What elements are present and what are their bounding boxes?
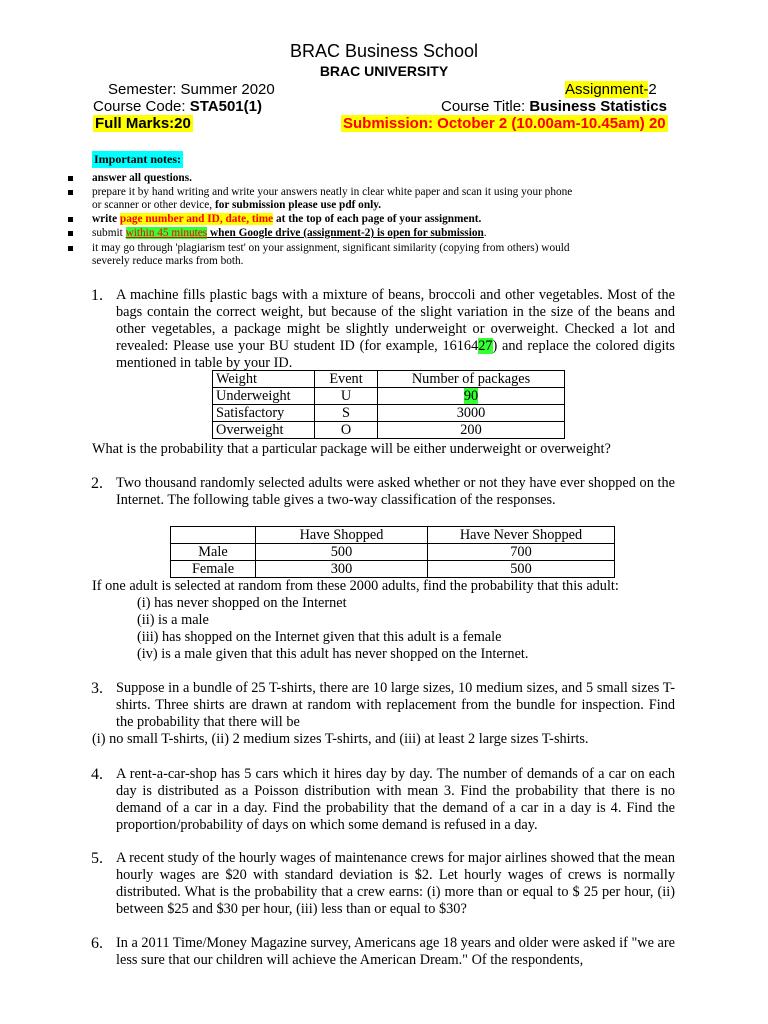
question-1-id-highlight: 27 bbox=[478, 338, 493, 354]
note-1 bbox=[76, 172, 696, 185]
question-3-number: 3. bbox=[91, 680, 103, 697]
question-1-prompt: What is the probability that a particular package will be either underweight or overweight? bbox=[92, 441, 611, 457]
course-code-value: STA501(1) bbox=[189, 98, 262, 115]
question-3-text: Suppose in a bundle of 25 T-shirts, there are 10 large sizes, 10 medium sizes, and 5 small sizes T-shirts. Three shirts are drawn at random with replacement from the bundle for inspection. Find the probability that there will be bbox=[116, 680, 675, 730]
note-5 bbox=[76, 242, 696, 268]
table-header-cell: Number of packages bbox=[378, 371, 565, 388]
table-row bbox=[171, 561, 615, 578]
question-5 bbox=[91, 850, 675, 918]
table-cell: Male bbox=[171, 544, 256, 561]
table-header-cell: Event bbox=[315, 371, 378, 388]
table-cell: Satisfactory bbox=[213, 405, 315, 422]
bullet-icon bbox=[68, 231, 73, 236]
table-cell: S bbox=[315, 405, 378, 422]
table-row bbox=[213, 405, 565, 422]
note-4 bbox=[76, 227, 696, 240]
table-cell: 3000 bbox=[378, 405, 565, 422]
question-2-prompt: If one adult is selected at random from these 2000 adults, find the probability that this adult: bbox=[92, 578, 619, 594]
q1-table bbox=[212, 370, 565, 439]
assignment-number bbox=[565, 81, 657, 98]
course-title-value: Business Statistics bbox=[529, 98, 667, 115]
table-cell: O bbox=[315, 422, 378, 439]
school-title: BRAC Business School bbox=[289, 41, 479, 61]
question-2-part: (ii) is a male bbox=[137, 612, 209, 628]
question-1-number: 1. bbox=[91, 287, 103, 304]
question-3 bbox=[91, 680, 675, 731]
question-2-part: (i) has never shopped on the Internet bbox=[137, 595, 347, 611]
question-6-text: In a 2011 Time/Money Magazine survey, Americans age 18 years and older were asked if "we are less sure that our children will achieve the American Dream." Of the respondents, bbox=[116, 935, 675, 968]
question-2-part: (iii) has shopped on the Internet given that this adult is a female bbox=[137, 629, 502, 645]
submission-deadline: Submission: October 2 (10.00am-10.45am) 20 bbox=[343, 115, 666, 132]
table-cell-highlight: 90 bbox=[463, 388, 479, 404]
table-cell: 700 bbox=[428, 544, 615, 561]
note-3-text-c: at the top of each page of your assignment. bbox=[273, 213, 482, 225]
question-6-number: 6. bbox=[91, 935, 103, 952]
course-title-label: Course Title: bbox=[441, 98, 530, 115]
table-header-cell: Have Never Shopped bbox=[428, 527, 615, 544]
question-1-text-a: A machine fills plastic bags with a mixture of beans, broccoli and other vegetables. Most of the bags contain the correct weight, but because of the slight variation in the size of the beans and other vegetables, a package might be slightly underweight or overweight. Checked a lot and revealed: Please use your BU student ID (for example, 16164 bbox=[116, 287, 675, 354]
note-4-highlight: within 45 minutes bbox=[125, 227, 208, 239]
table-cell: 200 bbox=[378, 422, 565, 439]
note-3 bbox=[76, 213, 696, 226]
question-1 bbox=[91, 287, 675, 372]
question-4-text: A rent-a-car-shop has 5 cars which it hires day by day. The number of demands of a car on each day is distributed as a Poisson distribution with mean 3. Find the probability that there is no demand of a car in a day. Find the probability that the demand of a car in a day is 4. Find the proportion/probability of days on which some demand is refused in a day. bbox=[116, 766, 675, 833]
table-cell bbox=[378, 388, 565, 405]
question-3-parts: (i) no small T-shirts, (ii) 2 medium sizes T-shirts, and (iii) at least 2 large sizes T-shirts. bbox=[92, 731, 589, 747]
note-3-text-a: write bbox=[92, 213, 120, 225]
question-2 bbox=[91, 475, 675, 509]
question-5-text: A recent study of the hourly wages of maintenance crews for major airlines showed that the mean hourly wages are $20 with standard deviation is $2. Let hourly wages of crews is normally distributed. What is the probability that a crew earns: (i) more than or equal to $ 25 per hour, (ii) between $25 and $30 per hour, (iii) less than or equal to $30? bbox=[116, 850, 675, 917]
question-4-number: 4. bbox=[91, 766, 103, 783]
table-row bbox=[213, 422, 565, 439]
table-header-cell bbox=[171, 527, 256, 544]
assignment-digit: 2 bbox=[648, 81, 657, 98]
bullet-icon bbox=[68, 176, 73, 181]
note-1-text: answer all questions. bbox=[92, 172, 192, 184]
bullet-icon bbox=[68, 190, 73, 195]
note-2-text-c: for submission please use pdf only. bbox=[214, 199, 382, 211]
q2-table bbox=[170, 526, 615, 578]
note-5-text-b: severely reduce marks from both. bbox=[92, 255, 244, 267]
note-2-text-a: prepare it by hand writing and write your answers neatly in clear white paper and scan it using your phone bbox=[92, 186, 573, 198]
bullet-icon bbox=[68, 217, 73, 222]
table-header-cell: Have Shopped bbox=[256, 527, 428, 544]
question-4 bbox=[91, 766, 675, 834]
table-cell: 500 bbox=[256, 544, 428, 561]
table-cell: Female bbox=[171, 561, 256, 578]
notes-heading: Important notes: bbox=[94, 152, 181, 166]
table-cell: Overweight bbox=[213, 422, 315, 439]
note-4-text-a: submit bbox=[92, 227, 126, 239]
course-title bbox=[441, 98, 667, 115]
question-5-number: 5. bbox=[91, 850, 103, 867]
table-header-row bbox=[171, 527, 615, 544]
question-1-text-b: ) and replace the colored digits mentioned in table by your ID. bbox=[116, 338, 675, 371]
question-2-number: 2. bbox=[91, 475, 103, 492]
question-6 bbox=[91, 935, 675, 969]
semester: Semester: Summer 2020 bbox=[108, 81, 275, 98]
question-2-part: (iv) is a male given that this adult has never shopped on the Internet. bbox=[137, 646, 529, 662]
question-2-text: Two thousand randomly selected adults were asked whether or not they have ever shopped on the Internet. The following table gives a two-way classification of the responses. bbox=[116, 475, 675, 508]
note-2 bbox=[76, 186, 696, 212]
course-code bbox=[93, 98, 262, 115]
table-header-row bbox=[213, 371, 565, 388]
note-5-text-a: it may go through 'plagiarism test' on your assignment, significant similarity (copying from others) would bbox=[92, 242, 570, 254]
note-4-text-d: . bbox=[483, 227, 487, 239]
assignment-label: Assignment- bbox=[565, 81, 649, 98]
note-3-highlight: page number and ID, date, time bbox=[119, 213, 274, 225]
table-cell: U bbox=[315, 388, 378, 405]
table-cell: 300 bbox=[256, 561, 428, 578]
table-cell: 500 bbox=[428, 561, 615, 578]
table-header-cell: Weight bbox=[213, 371, 315, 388]
university-title: BRAC UNIVERSITY bbox=[319, 63, 449, 79]
note-4-text-c: when Google drive (assignment-2) is open for submission bbox=[207, 227, 484, 239]
table-row bbox=[213, 388, 565, 405]
bullet-icon bbox=[68, 246, 73, 251]
table-cell: Underweight bbox=[213, 388, 315, 405]
full-marks: Full Marks:20 bbox=[95, 115, 191, 132]
note-2-text-b: or scanner or other device, bbox=[92, 199, 215, 211]
course-code-label: Course Code: bbox=[93, 98, 190, 115]
table-row bbox=[171, 544, 615, 561]
